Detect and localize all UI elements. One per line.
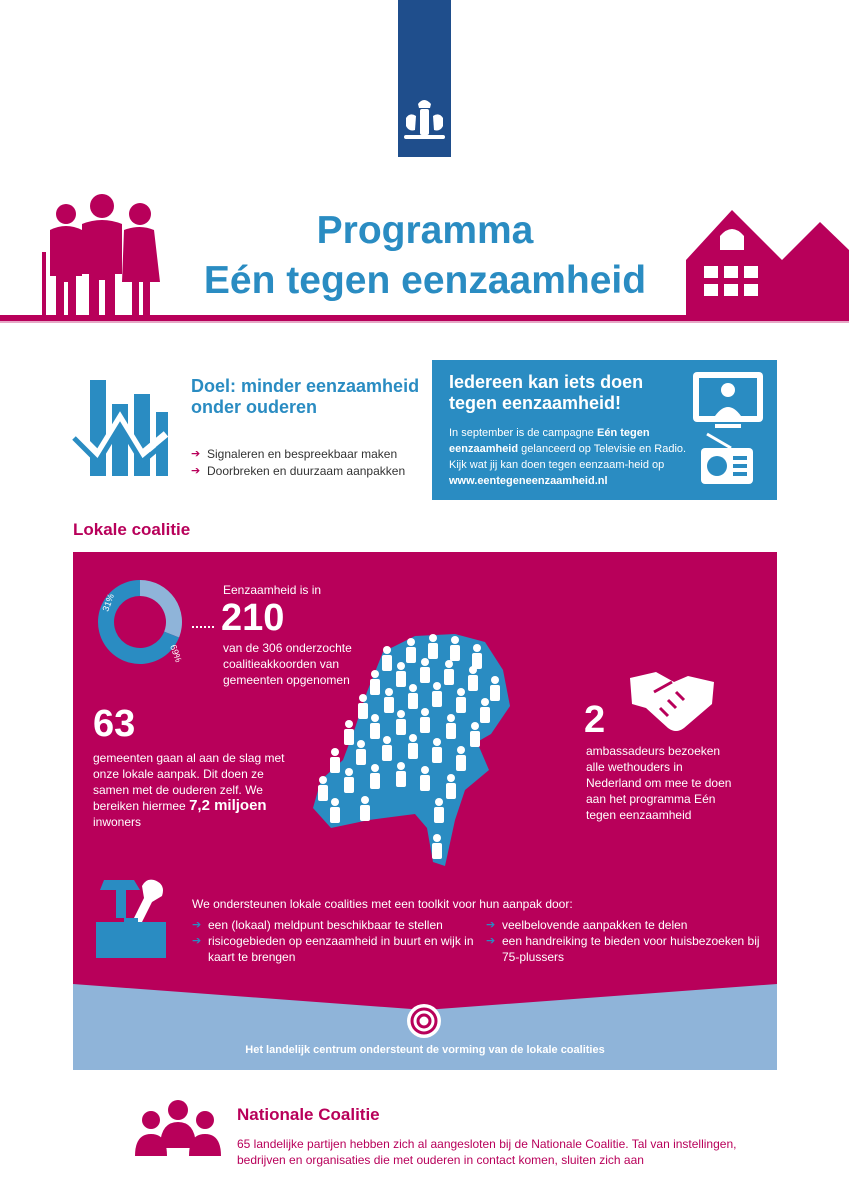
person-icon (480, 698, 490, 723)
campaign-link[interactable]: www.eentegeneenzaamheid.nl (449, 475, 608, 487)
target-icon (405, 1002, 443, 1040)
tv-radio-icon (687, 370, 767, 490)
goal-item: ➔ Doorbreken en duurzaam aanpakken (191, 463, 421, 480)
person-icon (428, 634, 438, 659)
person-icon (344, 768, 354, 793)
stat2-text: gemeenten gaan al aan de slag met onze lokale aanpak. Dit doen ze samen met de ouderen zelf. We bereiken hiermee 7,2 miljoen inwoners (93, 751, 285, 829)
people-group-icon (133, 1098, 223, 1158)
person-icon (468, 666, 478, 691)
header-divider-shadow (0, 321, 849, 323)
declining-chart-icon (72, 378, 168, 481)
person-icon (396, 710, 406, 735)
page-title: Programma (316, 209, 534, 252)
connector-dots (192, 626, 214, 628)
donut-chart (90, 572, 190, 672)
person-icon (444, 660, 454, 685)
person-icon (472, 644, 482, 669)
person-icon (456, 688, 466, 713)
person-icon (370, 714, 380, 739)
toolkit-list-2 (486, 917, 766, 965)
toolkit-item: ➔ veelbelovende aanpakken te delen (486, 917, 766, 933)
netherlands-map-icon (305, 630, 520, 870)
stat3-number: 2 (584, 699, 606, 741)
person-icon (490, 676, 500, 701)
campaign-title: Iedereen kan iets doen tegen eenzaamheid! (449, 372, 644, 413)
person-icon (384, 688, 394, 713)
government-crest-banner (398, 0, 451, 157)
donut-label-31: 31% (100, 592, 117, 613)
toolkit-intro: We ondersteunen lokale coalities met een toolkit voor hun aanpak door: (192, 897, 573, 911)
stat1-number: 210 (221, 597, 285, 639)
person-icon (446, 774, 456, 799)
toolkit-list-1 (192, 917, 477, 965)
person-icon (330, 748, 340, 773)
crest-icon (404, 100, 445, 139)
house-icon (686, 204, 849, 320)
person-icon (396, 662, 406, 687)
stat1-text: van de 306 onderzochte coalitieakkoorden van gemeenten opgenomen (223, 641, 352, 687)
stat3-text: ambassadeurs bezoeken alle wethouders in Nederland om mee te doen aan het programma Eén tegen eenzaamheid (586, 744, 732, 822)
toolkit-item: ➔ een handreiking te bieden voor huisbezoeken bij 75-plussers (486, 933, 766, 965)
toolbox-icon (94, 878, 174, 960)
person-icon (358, 694, 368, 719)
person-icon (432, 834, 442, 859)
donut-slice (140, 580, 182, 637)
section-title-local: Lokale coalitie (73, 520, 191, 539)
page-subtitle: Eén tegen eenzaamheid (203, 259, 647, 302)
person-icon (434, 798, 444, 823)
campaign-box (432, 360, 777, 500)
person-icon (432, 682, 442, 707)
national-center-text: Het landelijk centrum ondersteunt de vorming van de lokale coalities (245, 1044, 605, 1056)
toolkit-item: ➔ risicogebieden op eenzaamheid in buurt en wijk in kaart te brengen (192, 933, 477, 965)
person-icon (382, 646, 392, 671)
stat2-number: 63 (93, 703, 136, 745)
person-icon (370, 670, 380, 695)
person-icon (470, 722, 480, 747)
national-coalition-text: 65 landelijke partijen hebben zich al aangesloten bij de Nationale Coalitie. Tal van instellingen, bedrijven en organisaties die met ouderen in contact komen, sluiten zich aan (237, 1137, 737, 1167)
elderly-people-icon (28, 190, 168, 323)
person-icon (330, 798, 340, 823)
person-icon (408, 734, 418, 759)
person-icon (382, 736, 392, 761)
person-icon (356, 740, 366, 765)
campaign-text: In september is de campagne Eén tegen eenzaamheid gelanceerd op Televisie en Radio. Kijk wat jij kan doen tegen eenzaam-heid op www.eentegeneenzaamheid.nl (449, 427, 687, 487)
stat1-pre: Eenzaamheid is in (223, 583, 322, 597)
handshake-icon (628, 670, 716, 734)
goal-item: ➔ Signaleren en bespreekbaar maken (191, 446, 421, 463)
person-icon (420, 766, 430, 791)
person-icon (406, 638, 416, 663)
person-icon (420, 658, 430, 683)
goal-list (191, 446, 421, 480)
goal-title: Doel: minder eenzaamheid onder ouderen (191, 376, 420, 417)
person-icon (420, 708, 430, 733)
person-icon (360, 796, 370, 821)
national-coalition-title: Nationale Coalitie (237, 1105, 380, 1124)
person-icon (446, 714, 456, 739)
person-icon (318, 776, 328, 801)
person-icon (370, 764, 380, 789)
person-icon (396, 762, 406, 787)
person-icon (456, 746, 466, 771)
donut-label-69: 69% (168, 643, 184, 664)
person-icon (344, 720, 354, 745)
toolkit-item: ➔ een (lokaal) meldpunt beschikbaar te stellen (192, 917, 477, 933)
person-icon (450, 636, 460, 661)
person-icon (408, 684, 418, 709)
person-icon (432, 738, 442, 763)
